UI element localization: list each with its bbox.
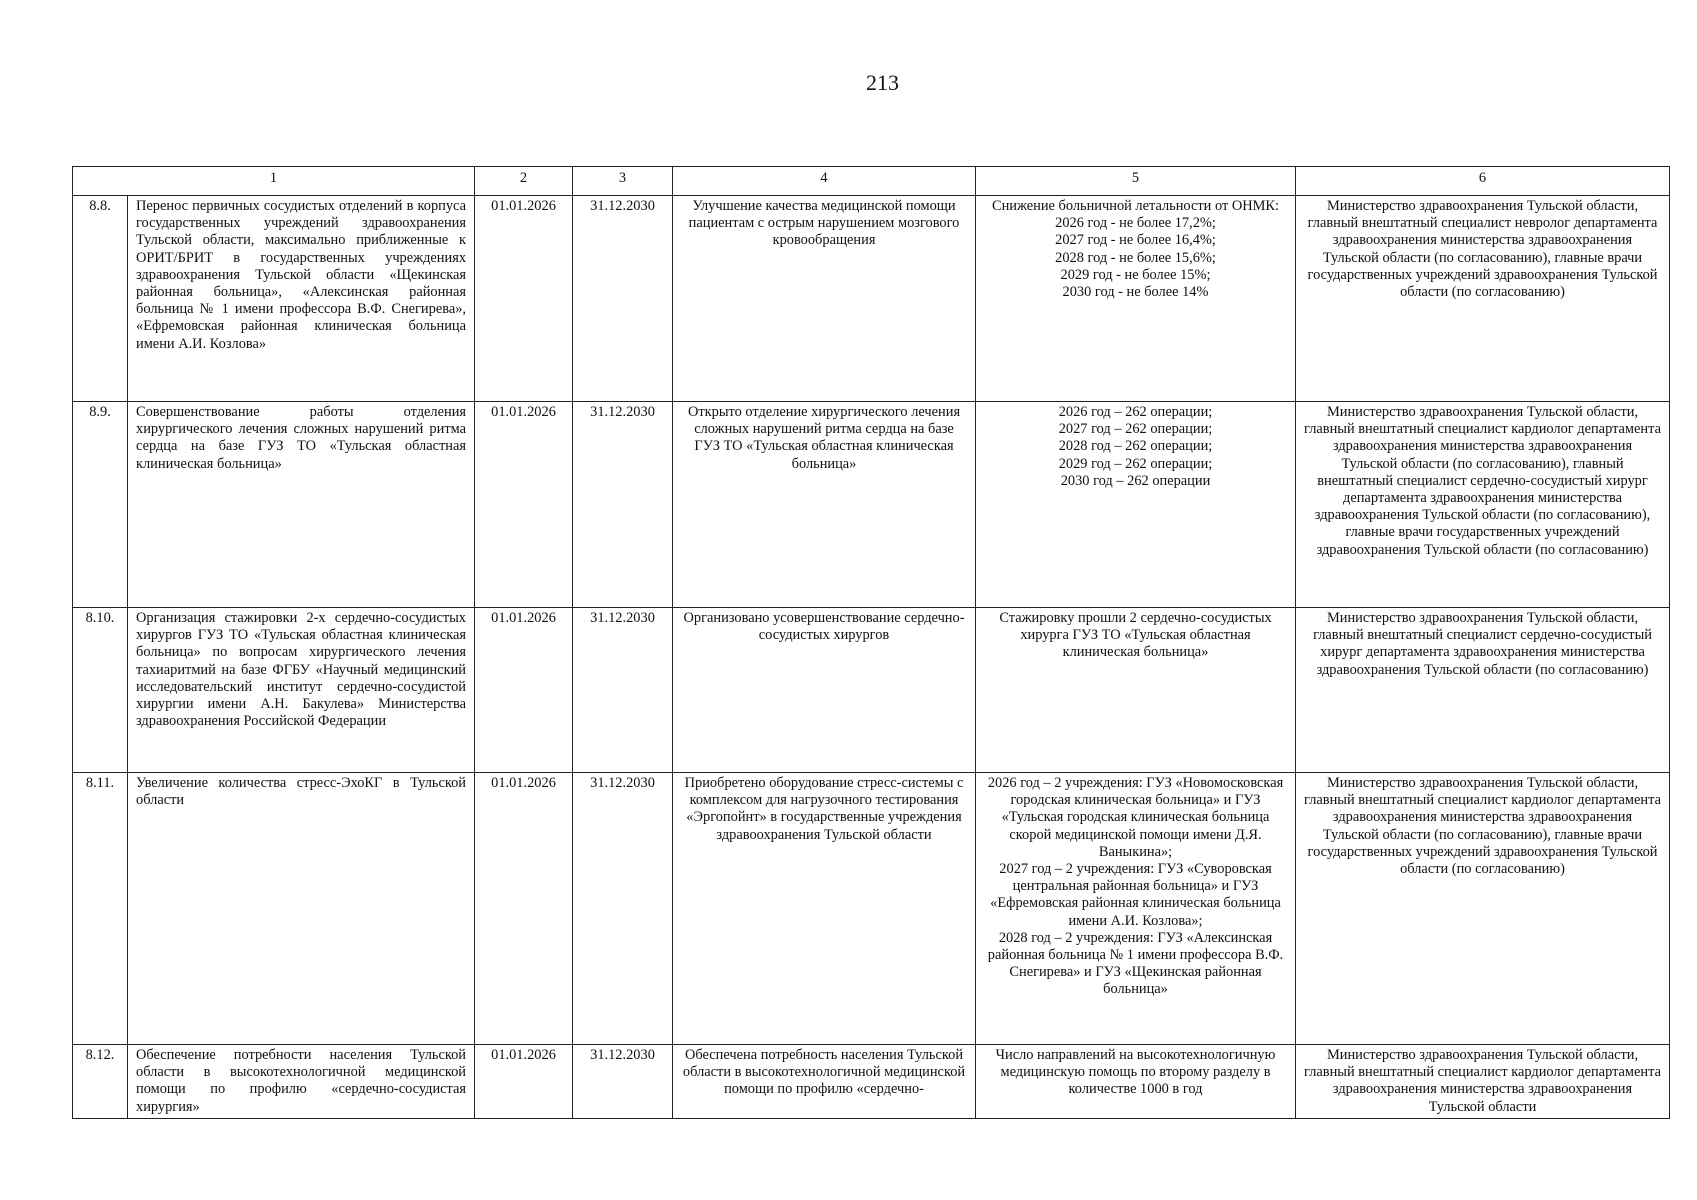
- item-number: 8.8.: [73, 196, 128, 402]
- indicator: [976, 196, 1296, 402]
- responsible: Министерство здравоохранения Тульской области, главный внештатный специалист кардиолог департамента здравоохранения министерства здравоохранения Тульской области: [1296, 1045, 1670, 1119]
- indicator: [976, 608, 1296, 773]
- end-date: 31.12.2030: [573, 402, 673, 608]
- item-number: 8.11.: [73, 773, 128, 1045]
- item-number: 8.12.: [73, 1045, 128, 1119]
- column-header-6: 6: [1296, 167, 1670, 196]
- header-row: [73, 167, 1670, 196]
- responsible: Министерство здравоохранения Тульской области, главный внештатный специалист кардиолог департамента здравоохранения министерства здравоохранения Тульской области (по согласованию), главные врачи государственных учреждений здравоохранения Тульской области (по согласованию): [1296, 773, 1670, 1045]
- indicator-line: 2029 год - не более 15%;: [1060, 266, 1211, 283]
- indicator-line: 2026 год - не более 17,2%;: [1055, 215, 1216, 232]
- action-plan-table: [72, 166, 1670, 1119]
- table-row: [73, 402, 1670, 608]
- end-date: 31.12.2030: [573, 608, 673, 773]
- end-date: 31.12.2030: [573, 773, 673, 1045]
- responsible: Министерство здравоохранения Тульской области, главный внештатный специалист сердечно-сосудистый хирург департамента здравоохранения министерства здравоохранения Тульской области (по согласованию): [1296, 608, 1670, 773]
- expected-result: Приобретено оборудование стресс-системы с комплексом для нагрузочного тестирования «Эргопойнт» в государственные учреждения здравоохранения Тульской области: [673, 773, 976, 1045]
- expected-result: Улучшение качества медицинской помощи пациентам с острым нарушением мозгового кровообращения: [673, 196, 976, 402]
- table-row: [73, 773, 1670, 1045]
- start-date: 01.01.2026: [475, 1045, 573, 1119]
- expected-result: Обеспечена потребность населения Тульской области в высокотехнологичной медицинской помощи по профилю «сердечно-: [673, 1045, 976, 1119]
- indicator-line: Число направлений на высокотехнологичную медицинскую помощь по второму разделу в количестве 1000 в год: [995, 1047, 1276, 1098]
- indicator-line: 2027 год - не более 16,4%;: [1055, 232, 1216, 249]
- table-row: [73, 196, 1670, 402]
- responsible: Министерство здравоохранения Тульской области, главный внештатный специалист кардиолог департамента здравоохранения министерства здравоохранения Тульской области (по согласованию), главный внештатный специалист сердечно-сосудистый хирург департамента здравоохранения министерства здравоохранения Тульской области (по согласованию), главные врачи государственных учреждений здравоохранения Тульской области (по согласованию): [1296, 402, 1670, 608]
- measure-name: Перенос первичных сосудистых отделений в корпуса государственных учреждений здравоохранения Тульской области, максимально приближенные к ОРИТ/БРИТ в государственных учреждениях здравоохранения Тульской области «Щекинская районная больница», «Алексинская районная больница № 1 имени профессора В.Ф. Снегирева», «Ефремовская районная клиническая больница имени А.И. Козлова»: [128, 196, 475, 402]
- column-header-2: 2: [475, 167, 573, 196]
- measure-name: Увеличение количества стресс-ЭхоКГ в Тульской области: [128, 773, 475, 1045]
- column-header-5: 5: [976, 167, 1296, 196]
- measure-name: Совершенствование работы отделения хирургического лечения сложных нарушений ритма сердца на базе ГУЗ ТО «Тульская областная клиническая больница»: [128, 402, 475, 608]
- indicator-line: 2028 год – 2 учреждения: ГУЗ «Алексинская районная больница № 1 имени профессора В.Ф. Снегирева» и ГУЗ «Щекинская районная больница»: [987, 929, 1284, 998]
- measure-name: Организация стажировки 2-х сердечно-сосудистых хирургов ГУЗ ТО «Тульская областная клиническая больница» по вопросам хирургического лечения тахиаритмий на базе ФГБУ «Научный медицинский исследовательский институт сердечно-сосудистой хирургии имени А.Н. Бакулева» Министерства здравоохранения Российской Федерации: [128, 608, 475, 773]
- indicator-line: 2030 год – 262 операции: [1060, 472, 1211, 489]
- indicator: [976, 402, 1296, 608]
- indicator-line: 2027 год – 262 операции;: [1058, 421, 1213, 438]
- indicator-line: 2028 год – 262 операции;: [1058, 438, 1213, 455]
- indicator: [976, 773, 1296, 1045]
- start-date: 01.01.2026: [475, 773, 573, 1045]
- start-date: 01.01.2026: [475, 402, 573, 608]
- expected-result: Открыто отделение хирургического лечения сложных нарушений ритма сердца на базе ГУЗ ТО «Тульская областная клиническая больница»: [673, 402, 976, 608]
- indicator-line: 2029 год – 262 операции;: [1058, 455, 1213, 472]
- item-number: 8.10.: [73, 608, 128, 773]
- column-header-3: 3: [573, 167, 673, 196]
- expected-result: Организовано усовершенствование сердечно-сосудистых хирургов: [673, 608, 976, 773]
- table-row: [73, 608, 1670, 773]
- measure-name: Обеспечение потребности населения Тульской области в высокотехнологичной медицинской помощи по профилю «сердечно-сосудистая хирургия»: [128, 1045, 475, 1119]
- indicator-line: Стажировку прошли 2 сердечно-сосудистых хирурга ГУЗ ТО «Тульская областная клиническая больница»: [999, 610, 1272, 661]
- item-number: 8.9.: [73, 402, 128, 608]
- end-date: 31.12.2030: [573, 1045, 673, 1119]
- indicator-line: 2030 год - не более 14%: [1062, 284, 1209, 301]
- indicator-line: 2027 год – 2 учреждения: ГУЗ «Суворовская центральная районная больница» и ГУЗ «Ефремовская районная клиническая больница имени А.И. Козлова»;: [990, 861, 1281, 929]
- column-header-1: 1: [73, 167, 475, 196]
- responsible: Министерство здравоохранения Тульской области, главный внештатный специалист невролог департамента здравоохранения министерства здравоохранения Тульской области (по согласованию), главные врачи государственных учреждений здравоохранения Тульской области (по согласованию): [1296, 196, 1670, 402]
- column-header-4: 4: [673, 167, 976, 196]
- indicator: [976, 1045, 1296, 1119]
- end-date: 31.12.2030: [573, 196, 673, 402]
- start-date: 01.01.2026: [475, 608, 573, 773]
- page-number: 213: [866, 70, 899, 95]
- indicator-line: 2028 год - не более 15,6%;: [1055, 249, 1216, 266]
- table-row: [73, 1045, 1670, 1119]
- indicator-line: 2026 год – 2 учреждения: ГУЗ «Новомосковская городская клиническая больница» и ГУЗ «Тульская городская клиническая больница скорой медицинской помощи имени Д.Я. Ваныкина»;: [987, 775, 1284, 860]
- start-date: 01.01.2026: [475, 196, 573, 402]
- indicator-line: Снижение больничной летальности от ОНМК:: [992, 198, 1280, 214]
- indicator-line: 2026 год – 262 операции;: [1058, 404, 1213, 420]
